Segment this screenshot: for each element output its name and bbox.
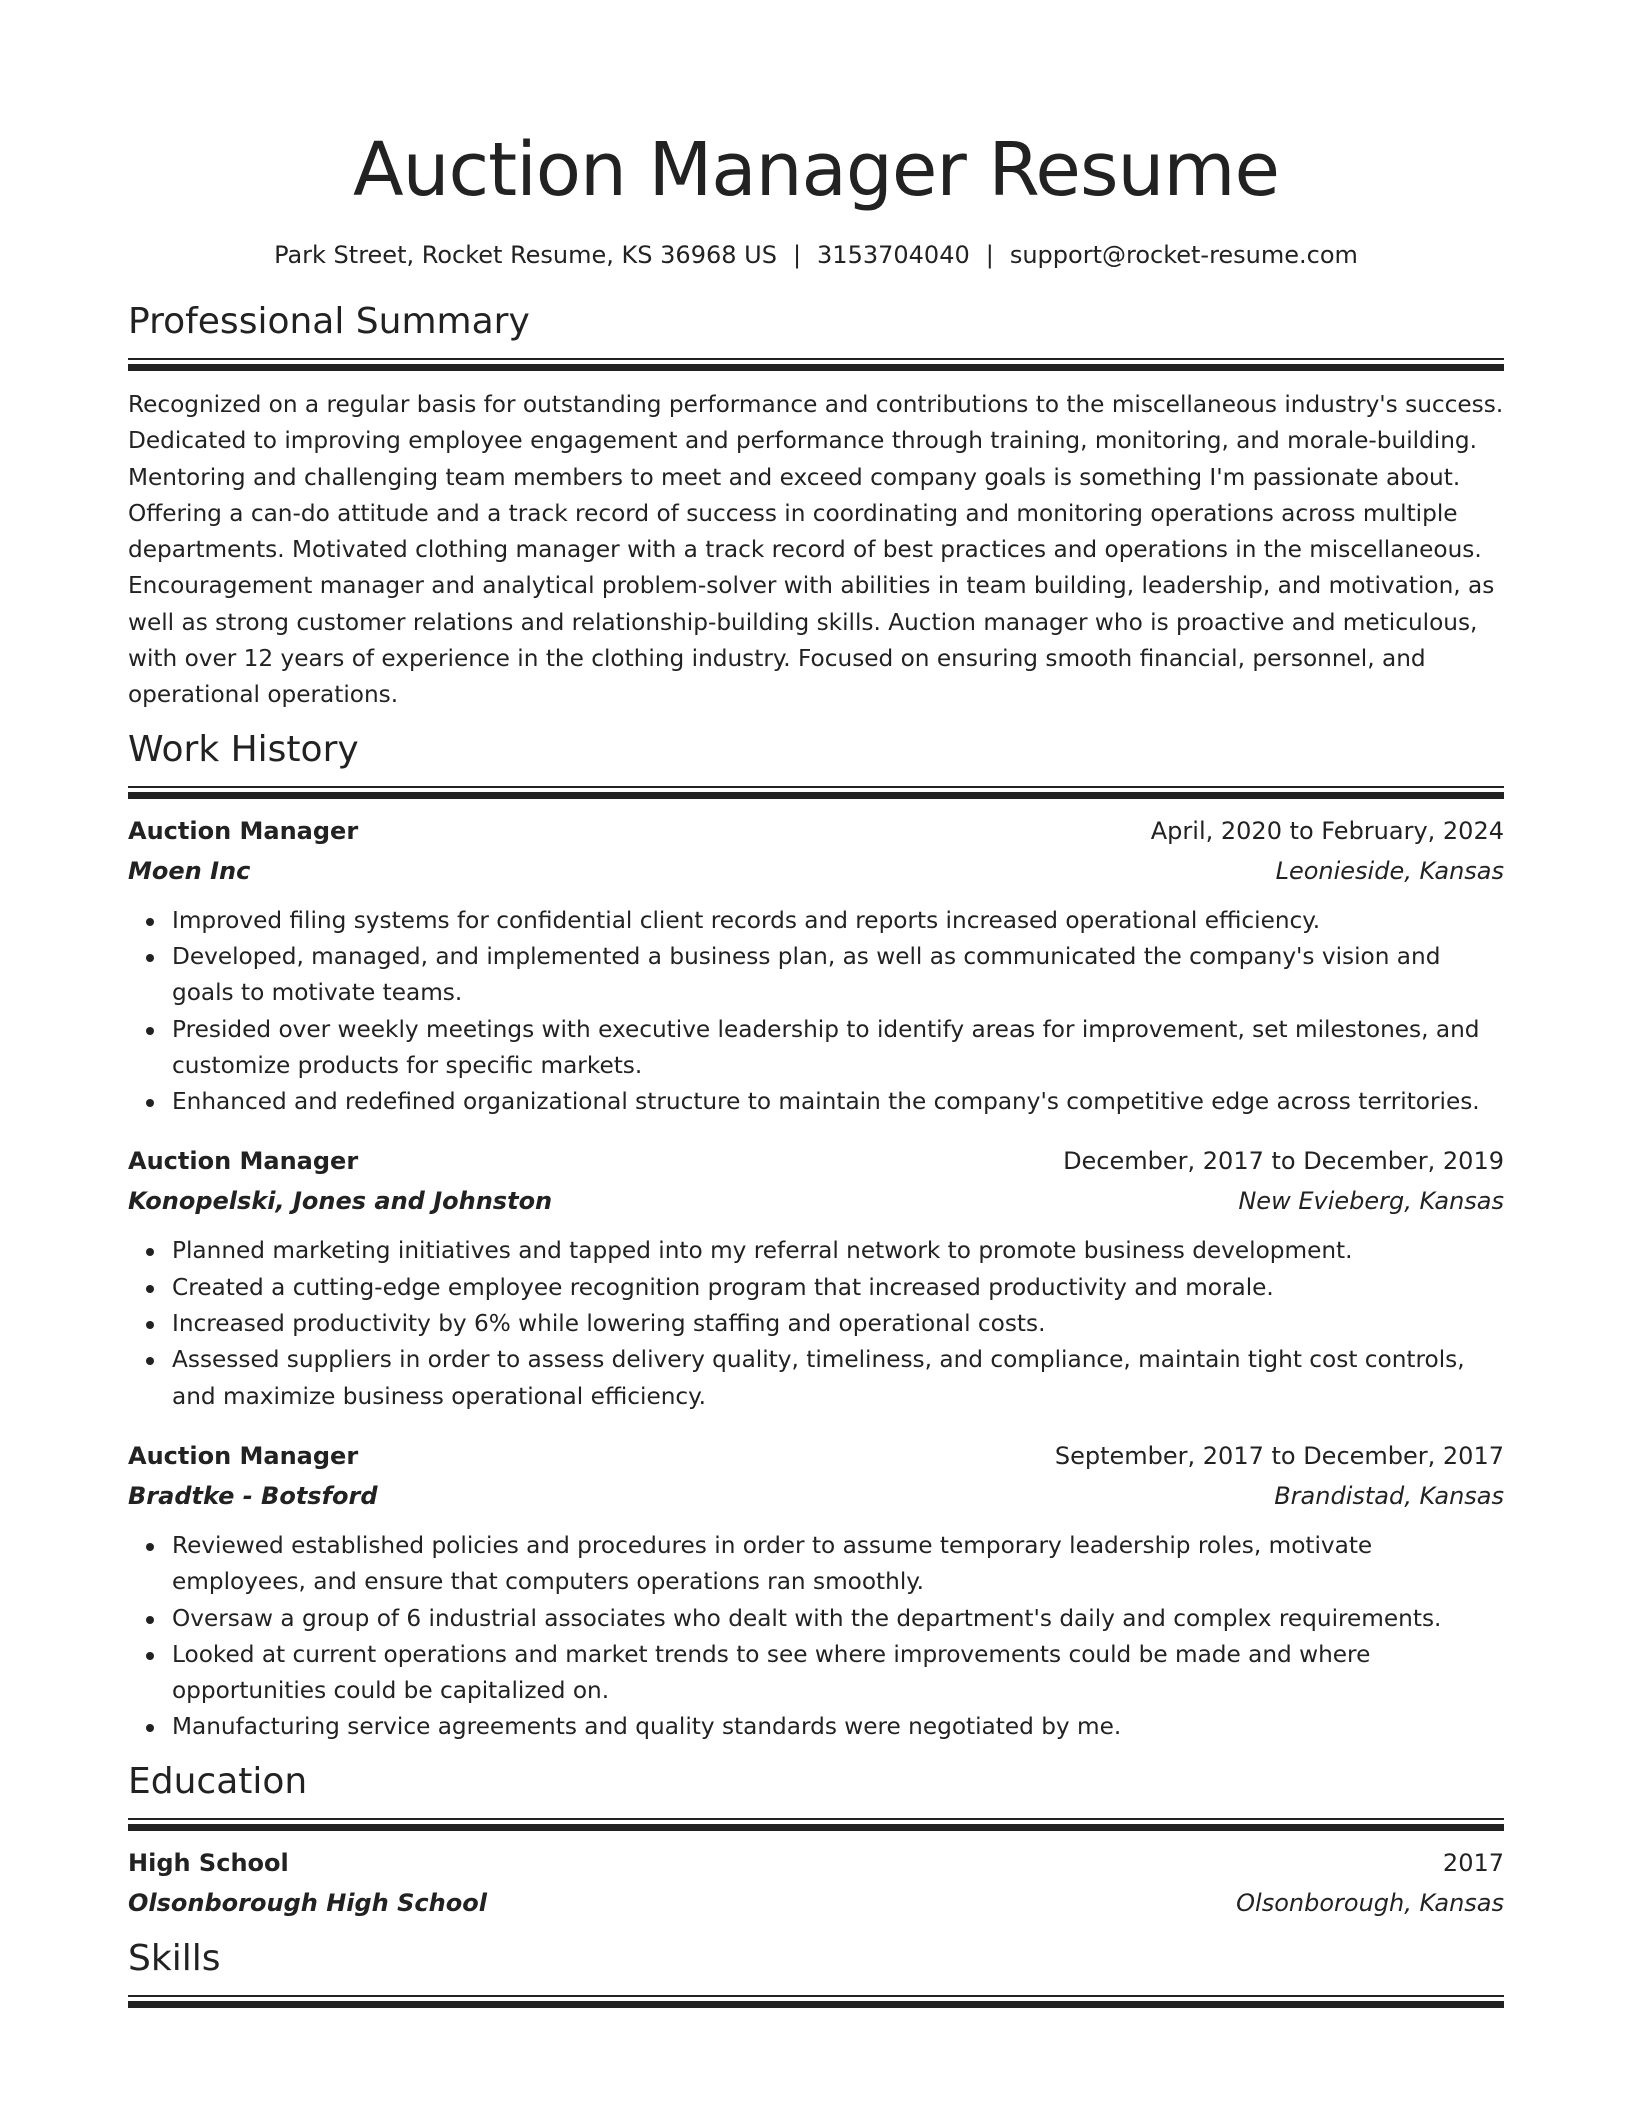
job-entry [128,1436,1504,1746]
job-company: Konopelski, Jones and Johnston [128,1187,553,1216]
job-dates: December, 2017 to December, 2019 [1063,1147,1504,1176]
job-bullet: Increased productivity by 6% while lowering staffing and operational costs. [172,1306,1504,1342]
resume-page [128,0,1504,2008]
job-company: Bradtke - Botsford [128,1481,378,1510]
job-dates: September, 2017 to December, 2017 [1054,1441,1504,1470]
education-school: Olsonborough High School [128,1888,487,1917]
work-history-section [128,727,1504,1746]
job-bullet: Reviewed established policies and procedures in order to assume temporary leadership roles, motivate employees, and ensure that computers operations ran smoothly. [172,1528,1504,1601]
job-bullet: Created a cutting-edge employee recognition program that increased productivity and morale. [172,1270,1504,1306]
job-title: Auction Manager [128,1147,359,1176]
education-degree: High School [128,1848,289,1877]
summary-text: Recognized on a regular basis for outstanding performance and contributions to the miscellaneous industry's success. Dedicated to improving employee engagement and performance through training, monitoring, and morale-building. Mentoring and challenging team members to meet and exceed company goals is something I'm passionate about. Offering a can-do attitude and a track record of success in coordinating and monitoring operations across multiple departments. Motivated clothing manager with a track record of best practices and operations in the miscellaneous. Encouragement manager and analytical problem-solver with abilities in team building, leadership, and motivation, as well as strong customer relations and relationship-building skills. Auction manager who is proactive and meticulous, with over 12 years of experience in the clothing industry. Focused on ensuring smooth financial, personnel, and operational operations. [128,391,1504,709]
section-heading-education: Education [128,1760,308,1802]
job-bullet: Looked at current operations and market trends to see where improvements could be made and where opportunities could be capitalized on. [172,1637,1504,1710]
contact-email: support@rocket-resume.com [1009,241,1358,269]
contact-phone: 3153704040 [817,241,970,269]
section-divider [128,1818,1504,1831]
education-year: 2017 [1442,1848,1504,1877]
summary-section [128,299,1504,714]
job-location: New Evieberg, Kansas [1238,1187,1504,1216]
job-bullets [128,903,1504,1121]
education-section [128,1759,1504,1923]
contact-line [128,238,1504,272]
job-entry [128,811,1504,1121]
job-bullet: Oversaw a group of 6 industrial associates who dealt with the department's daily and complex requirements. [172,1601,1504,1637]
contact-separator: | [985,241,994,269]
section-heading-work-history: Work History [128,728,359,770]
section-divider [128,1995,1504,2008]
job-bullet: Manufacturing service agreements and quality standards were negotiated by me. [172,1709,1504,1745]
job-bullet: Presided over weekly meetings with executive leadership to identify areas for improvement, set milestones, and customize products for specific markets. [172,1012,1504,1085]
job-entry [128,1141,1504,1414]
job-dates: April, 2020 to February, 2024 [1150,816,1504,845]
skills-section [128,1936,1504,2008]
job-company: Moen Inc [128,856,251,885]
section-divider [128,358,1504,371]
job-bullet: Planned marketing initiatives and tapped into my referral network to promote business development. [172,1233,1504,1269]
job-title: Auction Manager [128,1441,359,1470]
section-divider [128,786,1504,799]
section-heading-summary: Professional Summary [128,301,530,342]
education-location: Olsonborough, Kansas [1236,1888,1504,1917]
education-entry [128,1843,1504,1923]
job-bullets [128,1528,1504,1746]
job-bullets [128,1233,1504,1414]
job-title: Auction Manager [128,816,359,845]
job-location: Leonieside, Kansas [1275,856,1504,885]
job-bullet: Developed, managed, and implemented a business plan, as well as communicated the company's vision and goals to motivate teams. [172,939,1504,1012]
contact-separator: | [792,241,802,269]
job-location: Brandistad, Kansas [1274,1481,1504,1510]
contact-address: Park Street, Rocket Resume, KS 36968 US [274,241,777,269]
job-bullet: Enhanced and redefined organizational structure to maintain the company's competitive edge across territories. [172,1084,1504,1120]
resume-title: Auction Manager Resume [352,127,1280,213]
job-bullet: Assessed suppliers in order to assess delivery quality, timeliness, and compliance, maintain tight cost controls, and maximize business operational efficiency. [172,1342,1504,1415]
section-heading-skills: Skills [128,1937,221,1979]
job-bullet: Improved filing systems for confidential client records and reports increased operational efficiency. [172,903,1504,939]
